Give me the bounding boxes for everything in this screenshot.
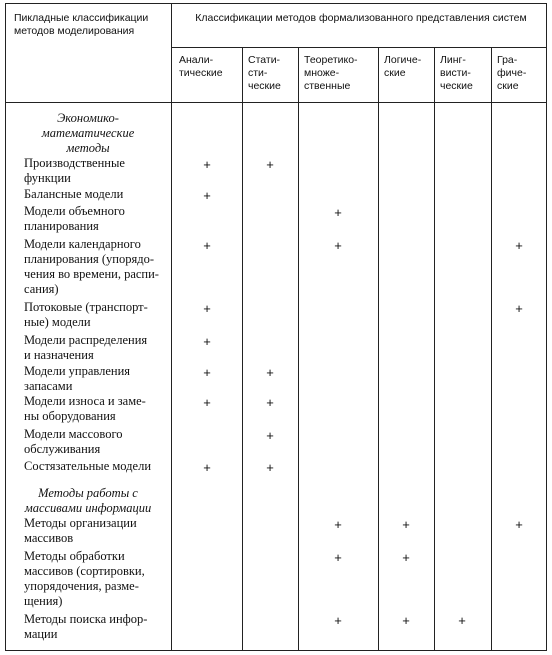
table-row	[6, 516, 170, 546]
plus-mark: +	[203, 460, 211, 475]
plus-mark: +	[334, 550, 342, 565]
plus-mark: +	[515, 517, 523, 532]
table-row	[6, 156, 170, 186]
row-label: Модели объемного планирования	[24, 204, 125, 233]
table-row	[6, 187, 170, 202]
header-left-title: Пикладные классификации методов моделирования	[14, 12, 149, 37]
column-header-set-theoretic: Теоретико- множе- ственные	[304, 54, 358, 92]
row-label: Производственные функции	[24, 156, 125, 185]
classification-table	[5, 3, 547, 651]
table-row	[6, 364, 170, 394]
table-row	[6, 333, 170, 363]
row-label: Потоковые (транспорт- ные) модели	[24, 300, 148, 329]
plus-mark: +	[334, 613, 342, 628]
row-label: Модели календарного планирования (упорядо- чения во времени, распи- сания)	[24, 237, 159, 296]
plus-mark: +	[515, 301, 523, 316]
column-header-graphical: Гра- фиче- ские	[497, 54, 527, 92]
plus-mark: +	[203, 157, 211, 172]
plus-mark: +	[266, 460, 274, 475]
plus-mark: +	[203, 395, 211, 410]
table-row	[6, 549, 170, 609]
column-header-statistical: Стати- сти- ческие	[248, 54, 281, 92]
column-divider	[298, 47, 299, 650]
column-header-logical: Логиче- ские	[384, 54, 422, 79]
table-row	[6, 300, 170, 330]
column-divider	[378, 47, 379, 650]
plus-mark: +	[458, 613, 466, 628]
plus-mark: +	[402, 550, 410, 565]
plus-mark: +	[266, 365, 274, 380]
row-label: Модели распределения и назначения	[24, 333, 148, 362]
table-row	[6, 459, 170, 474]
plus-mark: +	[334, 205, 342, 220]
table-row	[6, 612, 170, 642]
column-divider	[171, 4, 172, 650]
section-title-economic: Экономико- математические методы	[41, 111, 135, 155]
plus-mark: +	[203, 238, 211, 253]
table-row	[6, 427, 170, 457]
column-divider	[434, 47, 435, 650]
row-label: Модели массового обслуживания	[24, 427, 123, 456]
table-row	[6, 394, 170, 424]
section-title-arrays: Методы работы с массивами информации	[24, 486, 152, 515]
plus-mark: +	[266, 395, 274, 410]
plus-mark: +	[402, 517, 410, 532]
row-label: Балансные модели	[24, 187, 124, 201]
table-row	[6, 204, 170, 234]
column-divider	[242, 47, 243, 650]
column-divider	[491, 47, 492, 650]
plus-mark: +	[203, 301, 211, 316]
row-label: Состязательные модели	[24, 459, 152, 473]
plus-mark: +	[334, 517, 342, 532]
row-label: Модели управления запасами	[24, 364, 131, 393]
table-row	[6, 237, 170, 297]
plus-mark: +	[203, 188, 211, 203]
plus-mark: +	[203, 334, 211, 349]
row-label: Методы обработки массивов (сортировки, упорядочения, разме- щения)	[24, 549, 145, 608]
header-bottom-rule	[6, 102, 546, 103]
row-label: Методы поиска инфор- мации	[24, 612, 148, 641]
header-divider	[171, 47, 546, 48]
column-header-linguistic: Линг- висти- ческие	[440, 54, 473, 92]
plus-mark: +	[266, 428, 274, 443]
plus-mark: +	[515, 238, 523, 253]
plus-mark: +	[266, 157, 274, 172]
row-label: Модели износа и заме- ны оборудования	[24, 394, 146, 423]
plus-mark: +	[203, 365, 211, 380]
plus-mark: +	[402, 613, 410, 628]
plus-mark: +	[334, 238, 342, 253]
row-label: Методы организации массивов	[24, 516, 137, 545]
column-header-analytical: Анали- тические	[179, 54, 223, 79]
header-top-title: Классификации методов формализованного представления систем	[195, 12, 527, 24]
